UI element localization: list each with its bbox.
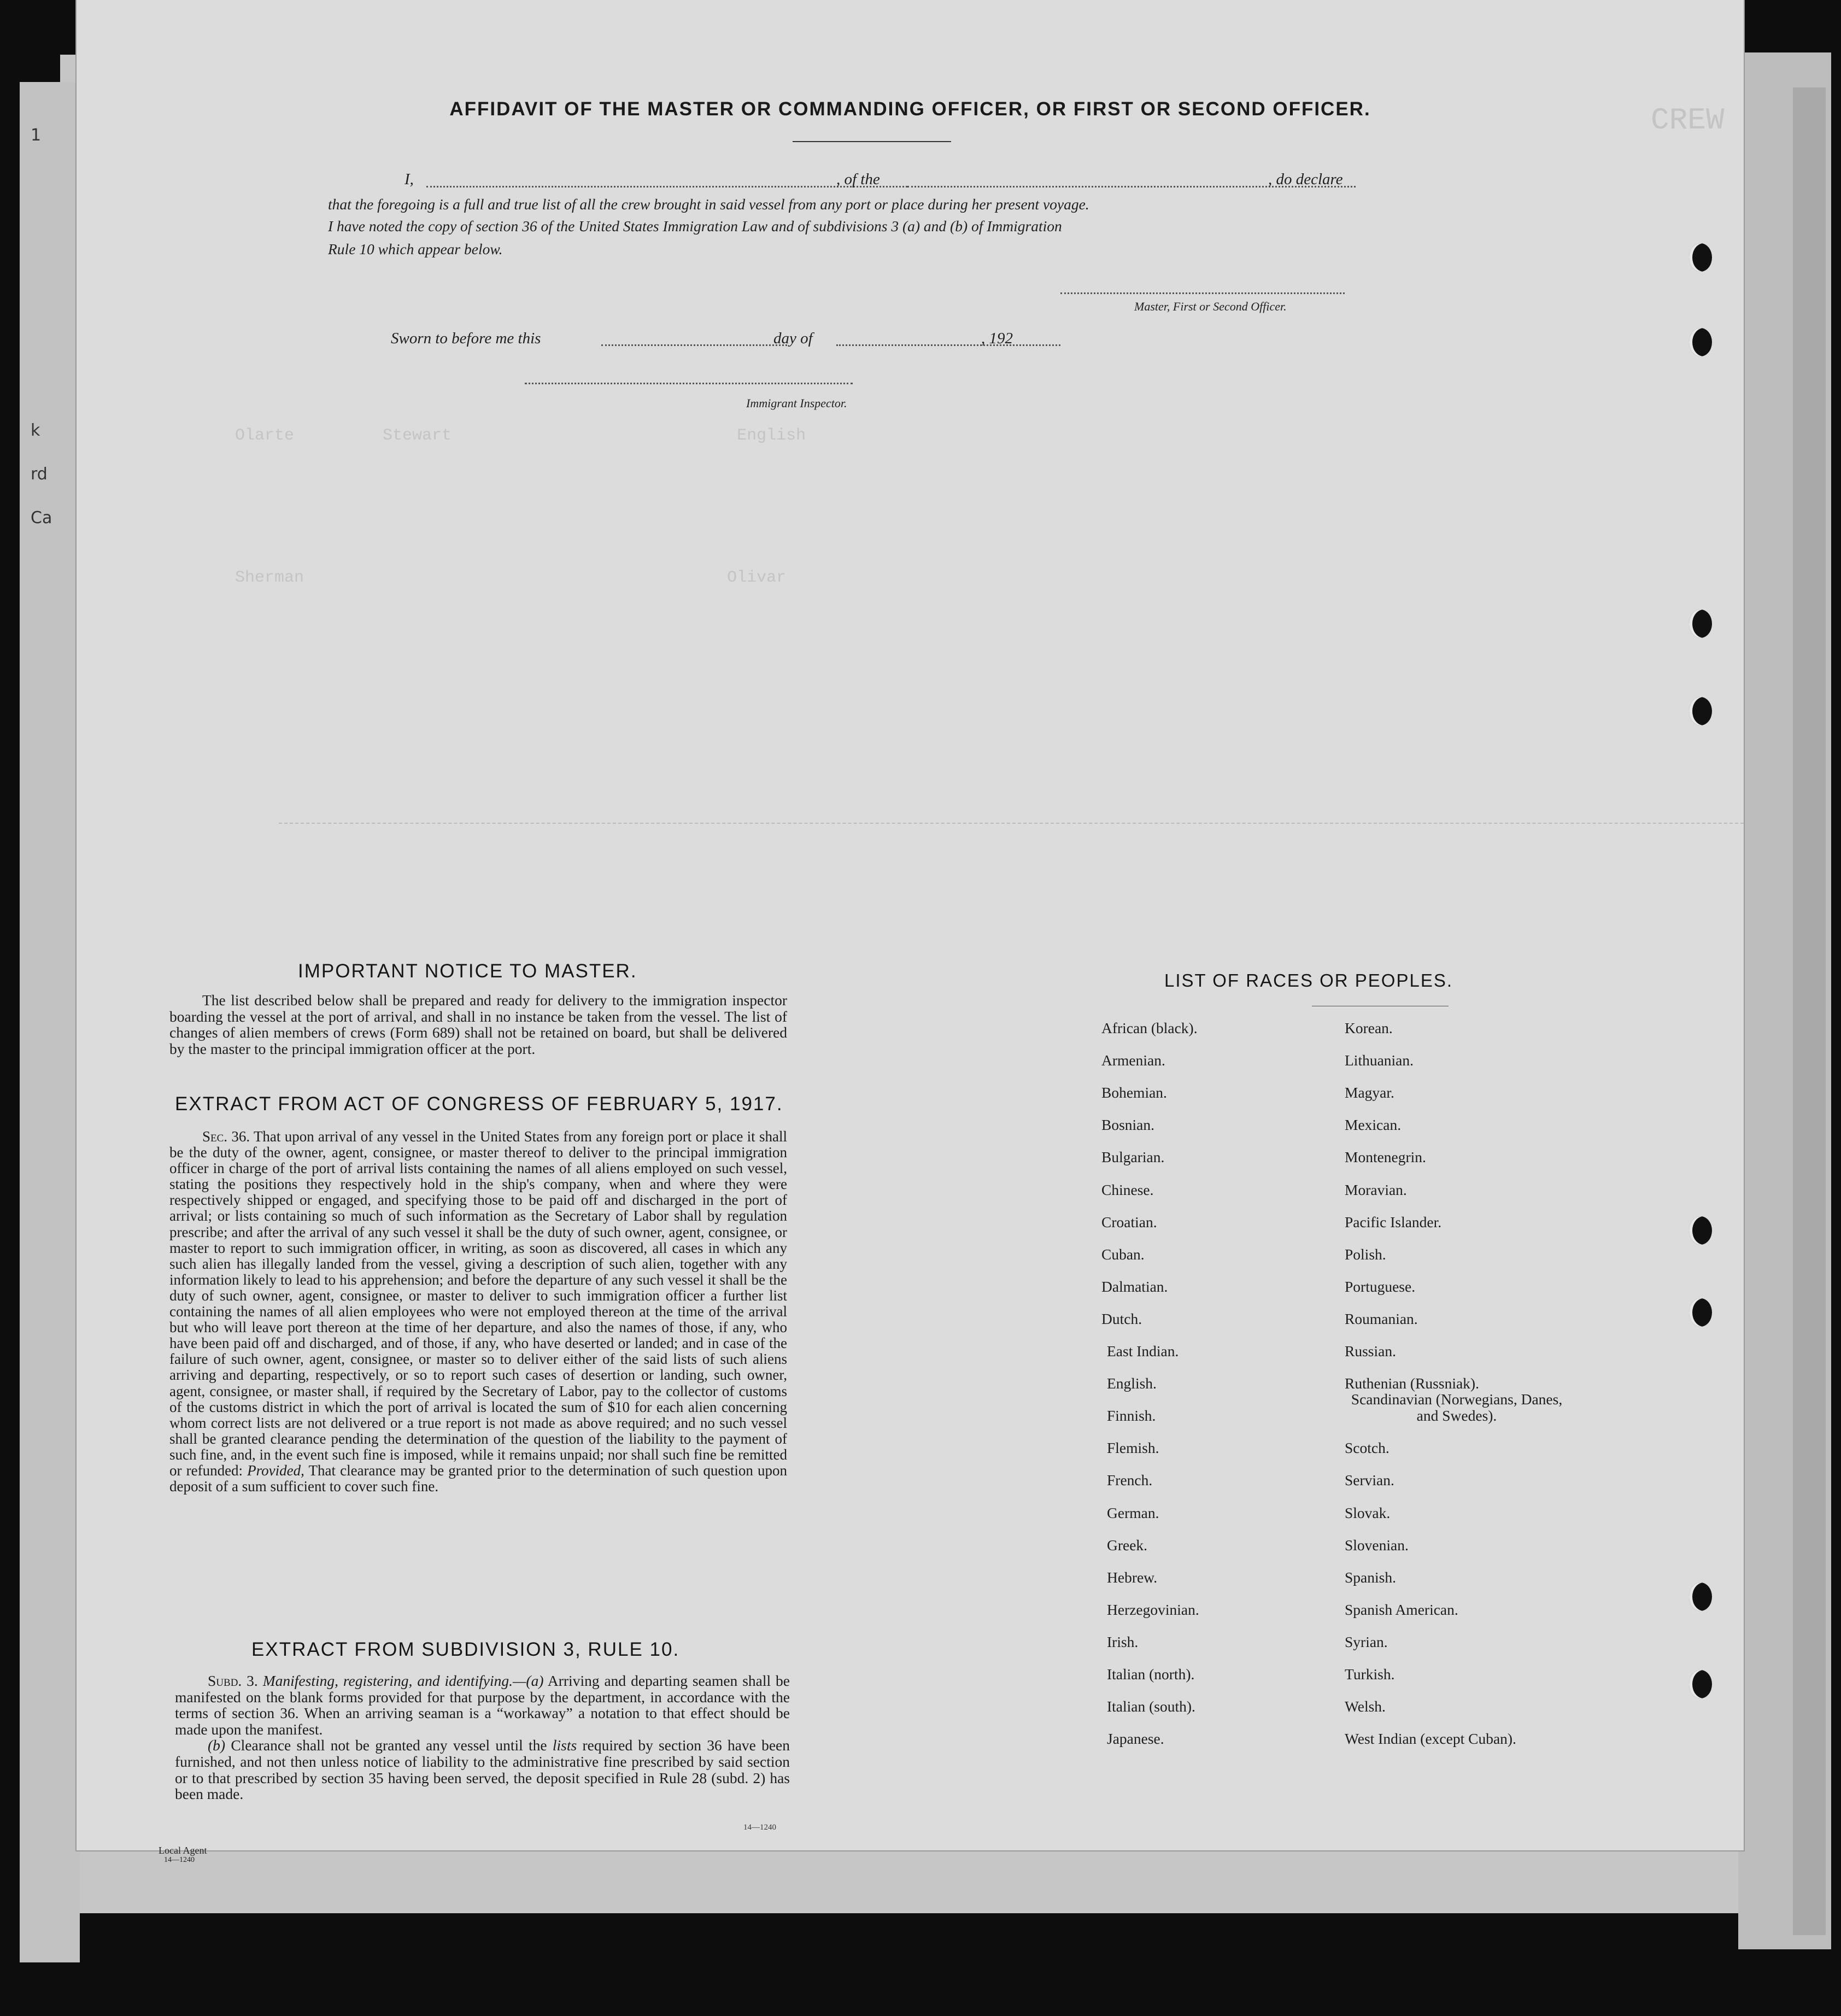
race-item: Scandinavian (Norwegians, Danes, and Swedes). <box>1351 1391 1563 1425</box>
act-extract-body: Sec. 36. That upon arrival of any vessel in the United States from any foreign port or place it shall be the duty of the owner, agent, consignee, or master thereof to deliver to the principal immigration officer in charge of the port of arrival lists containing the names of all aliens employed on such vessel, stating the positions they respectively hold in the ship's company, when and where they were respectively shipped or engaged, and specifying those to be paid off and discharged in the port of arrival; or lists containing so much of such information as the Secretary of Labor shall by regulation prescribe; and after the arrival of any such vessel it shall be the duty of such owner, agent, consignee, or master to report to such immigration officer, in writing, as soon as discovered, all cases in which any such alien has illegally landed from the vessel, giving a description of such alien, together with any information likely to lead to his apprehension; and before the departure of any such vessel it shall be the duty of such owner, agent, consignee, or master to deliver to such immigration officer a further list containing the names of all alien employees who were not employed thereon at the time of the arrival but who will leave port thereon at the time of her departure, and also the names of those, if any, who have been paid off and discharged, and of those, if any, who have deserted or landed; and in case of the failure of such owner, agent, consignee, or master so to deliver either of the said lists of such aliens arriving and departing, respectively, or so to report such cases of desertion or landing, such owner, agent, consignee, or master shall, if required by the Secretary of Labor, pay to the collector of customs of the customs district in which the port of arrival is located the sum of $10 for each alien concerning whom correct lists are not delivered or a true report is not made as above required; and no such vessel shall be granted clearance pending the determination of the question of the liability to the payment of such fine, and, in the event such fine is imposed, while it remains unpaid; nor shall such fine be remitted or refunded: Provided, That clearance may be granted prior to the determination of such question upon deposit of a sum sufficient to cover such fine. <box>169 1128 788 1495</box>
race-item: Hebrew. <box>1107 1568 1158 1586</box>
officer-signature-caption: Master, First or Second Officer. <box>1134 300 1287 313</box>
race-item: Polish. <box>1345 1245 1386 1263</box>
affidavit-i: I, <box>404 171 414 188</box>
race-item: West Indian (except Cuban). <box>1345 1730 1516 1748</box>
race-item: Korean. <box>1345 1019 1393 1036</box>
race-item: Lithuanian. <box>1345 1052 1414 1069</box>
left-page-strip: 1 k rd Ca <box>20 82 80 1962</box>
race-item: Spanish American. <box>1345 1601 1458 1618</box>
race-item: Magyar. <box>1345 1084 1394 1101</box>
race-item: Roumanian. <box>1345 1310 1418 1327</box>
affidavit-rule: Rule 10 which appear below. <box>328 241 503 257</box>
race-item: Russian. <box>1345 1343 1396 1359</box>
notice-body: The list described below shall be prepared and ready for delivery to the immigration inspector boarding the vessel at the port of arrival, and shall in no instance be taken from the vessel. The list of changes of alien members of crews (Form 689) shall not be retained on board, but shall be delivered by the master to the principal immigration officer at the port. <box>169 992 787 1057</box>
race-item: Cuban. <box>1101 1245 1145 1263</box>
race-item: Slovenian. <box>1345 1536 1409 1554</box>
race-item: Moravian. <box>1345 1181 1407 1198</box>
punch-hole <box>1689 243 1712 272</box>
race-item: Ruthenian (Russniak). <box>1345 1375 1479 1392</box>
punch-hole <box>1689 1216 1712 1245</box>
race-item: Italian (north). <box>1107 1666 1195 1683</box>
race-item: Croatian. <box>1101 1213 1157 1230</box>
race-item: Portuguese. <box>1345 1277 1416 1295</box>
race-item: Bulgarian. <box>1101 1148 1165 1166</box>
race-item: African (black). <box>1101 1019 1198 1036</box>
day-of-label: day of <box>773 330 813 347</box>
race-item: Slovak. <box>1345 1504 1391 1521</box>
race-item: Irish. <box>1107 1633 1139 1650</box>
back-form-label: Local Agent <box>159 1845 207 1856</box>
rule-extract-title: EXTRACT FROM SUBDIVISION 3, RULE 10. <box>251 1639 680 1660</box>
race-item: Welsh. <box>1345 1698 1386 1715</box>
race-item: Finnish. <box>1107 1407 1156 1425</box>
race-item: Chinese. <box>1101 1181 1154 1198</box>
race-item: Montenegrin. <box>1345 1148 1426 1166</box>
race-item: Bohemian. <box>1101 1084 1167 1101</box>
back-form-number: 14—1240 <box>164 1856 195 1864</box>
race-item: Japanese. <box>1107 1730 1164 1748</box>
inspector-caption: Immigrant Inspector. <box>746 396 847 410</box>
affidavit-statement: that the foregoing is a full and true list of all the crew brought in said vessel from any port or place during her present voyage. <box>328 196 1089 213</box>
sworn-label: Sworn to before me this <box>391 330 541 347</box>
race-item: Armenian. <box>1101 1052 1165 1069</box>
year-label: , 192 <box>981 330 1013 347</box>
race-item: East Indian. <box>1107 1343 1179 1359</box>
race-item: Dutch. <box>1101 1310 1142 1327</box>
race-item: Mexican. <box>1345 1116 1402 1134</box>
affidavit-noted: I have noted the copy of section 36 of the United States Immigration Law and of subdivisions 3 (a) and (b) of Immigration <box>328 218 1062 235</box>
race-item: Italian (south). <box>1107 1698 1195 1715</box>
punch-hole <box>1689 1298 1712 1327</box>
punch-hole <box>1689 1583 1712 1611</box>
rule-extract-body: Subd. 3. Manifesting, registering, and identifying.—(a) Arriving and departing seamen shall be manifested on the blank forms provided for that purpose by the department, in accordance with the terms of section 36. When an arriving seaman is a “workaway” a notation to that effect should be made upon the manifest. (b) Clearance shall not be granted any vessel until the lists required by section 36 have been furnished, and not then unless notice of liability to the administrative fine prescribed by said section or to that prescribed by section 35 having been served, the deposit specified in Rule 28 (subd. 2) has been made. <box>175 1672 790 1803</box>
punch-hole <box>1689 610 1712 638</box>
act-extract-title: EXTRACT FROM ACT OF CONGRESS OF FEBRUARY 5, 1917. <box>175 1093 783 1115</box>
race-item: Greek. <box>1107 1536 1148 1554</box>
race-item: Herzegovinian. <box>1107 1601 1199 1618</box>
race-item: English. <box>1107 1375 1157 1392</box>
underlying-page-edge-2 <box>1793 87 1826 1935</box>
affidavit-declare: , do declare <box>1268 171 1343 188</box>
punch-hole <box>1689 697 1712 725</box>
race-item: Flemish. <box>1107 1439 1159 1457</box>
race-item: French. <box>1107 1472 1153 1489</box>
affidavit-of-the: , of the <box>836 171 880 188</box>
notice-title: IMPORTANT NOTICE TO MASTER. <box>298 960 637 982</box>
race-item: Turkish. <box>1345 1666 1395 1683</box>
punch-hole <box>1689 328 1712 356</box>
race-item: German. <box>1107 1504 1159 1521</box>
form-number: 14—1240 <box>743 1823 776 1832</box>
race-item: Pacific Islander. <box>1345 1213 1442 1230</box>
race-item: Scotch. <box>1345 1439 1389 1457</box>
race-item: Spanish. <box>1345 1568 1396 1586</box>
races-title: LIST OF RACES OR PEOPLES. <box>1164 970 1453 991</box>
race-item: Dalmatian. <box>1101 1277 1168 1295</box>
race-item: Bosnian. <box>1101 1116 1155 1134</box>
manifest-sheet: CREW Olarte Stewart English Sherman Olivar AFFIDAVIT OF THE MASTER OR COMMANDING OFFICER, OR FIRST OR SECOND OFFICER. I, , of the , do declare that the foregoing is a full and true list of all the crew brought in said vessel from any port or place during her present voyage. I have noted the copy of section 36 of the United States Immigration Law and of subdivisions 3 (a) and (b) of Immigration Rule 10 which appear below. Master, First or Second Officer. Sworn to before me this day of , 192 Immigrant Inspector. IMPORTANT NOTICE TO MASTER. The list described below shall be prepared and ready for delivery to the immigration inspector boarding the vessel at the port of arrival, and shall in no instance be taken from the vessel. The list of changes of alien members of crews (Form 689) shall not be retained on board, but shall be delivered by the master to the principal immigration officer at the port. EXTRACT FROM ACT OF CONGRESS OF FEBRUARY 5, 1917. Sec. 36. That upon arrival of any vessel in the United States from any foreign port or place it shall be the duty of the owner, agent, consignee, or master thereof to deliver to the principal immigration officer in charge of the port of arrival lists containing the names of all aliens employed on such vessel, stating the positions they respectively hold in the ship's company, when and where they were respectively shipped or engaged, and specifying those to be paid off and discharged in the port of arrival; or lists containing so much of such information as the Secretary of Labor shall by regulation prescribe; and after the arrival of any such vessel it shall be the duty of such owner, agent, consignee, or master to report to such immigration officer, in writing, as soon as discovered, all cases in which any such alien has illegally landed from the vessel, giving a description of such alien, together with any information likely to lead to his apprehension; and before the departure of any such vessel it shall be the duty of such owner, agent, consignee, or master to deliver to such immigration officer a further list containing the names of all alien employees who were not employed thereon at the time of the arrival but who will leave port thereon at the time of her departure, and also the names of those, if any, who have been paid off and discharged, and of those, if any, who have deserted or landed; and in case of the failure of such owner, agent, consignee, or master so to deliver either of the said lists of such aliens arriving and departing, respectively, or so to report such cases of desertion or landing, such owner, agent, consignee, or master shall, if required by the Secretary of Labor, pay to the collector of customs of the customs district in which the port of arrival is located the sum of $10 for each alien concerning whom correct lists are not delivered or a true report is not made as above required; and no such vessel shall be granted clearance pending the determination of the question of the liability to the payment of such fine, and, in the event such fine is imposed, while it remains unpaid; nor shall such fine be remitted or refunded: Provided, That clearance may be granted prior to the determination of such question upon deposit of a sum sufficient to cover such fine. EXTRACT FROM SUBDIVISION 3, RULE 10. Subd. 3. Manifesting, registering, and identifying.—(a) Arriving and departing seamen shall be manifested on the blank forms provided for that purpose by the department, in accordance with the terms of section 36. When an arriving seaman is a “workaway” a notation to that effect should be made upon the manifest. (b) Clearance shall not be granted any vessel until the lists required by section 36 have been furnished, and not then unless notice of liability to the administrative fine prescribed by said section or to that prescribed by section 35 having been served, the deposit specified in Rule 28 (subd. 2) has been made. 14—1240 LIST OF RACES OR PEOPLES. African (black). Armenian. Bohemian. Bosnian. Bulgarian. Chinese. Croatian. Cuban. Dalmatian. Dutch. East Indian. English. Finnish. Flemish. French. German. Greek. Hebrew. Herzegovinian. Irish. Italian (north). Italian (south). Japanese. Korean. Lithuanian. Magyar. Mexican. Montenegrin. Moravian. Pacific Islander. Polish. Portuguese. Roumanian. Russian. Ruthenian (Russniak). Scandinavian (Norwegians, Danes, and Swedes). Scotch. Servian. Slovak. Slovenian. Spanish. Spanish American. Syrian. Turkish. Welsh. West Indian (except Cuban). <box>77 0 1744 1850</box>
punch-hole <box>1689 1670 1712 1698</box>
race-item: Syrian. <box>1345 1633 1388 1650</box>
race-item: Servian. <box>1345 1472 1394 1489</box>
affidavit-title: AFFIDAVIT OF THE MASTER OR COMMANDING OFFICER, OR FIRST OR SECOND OFFICER. <box>449 98 1371 120</box>
